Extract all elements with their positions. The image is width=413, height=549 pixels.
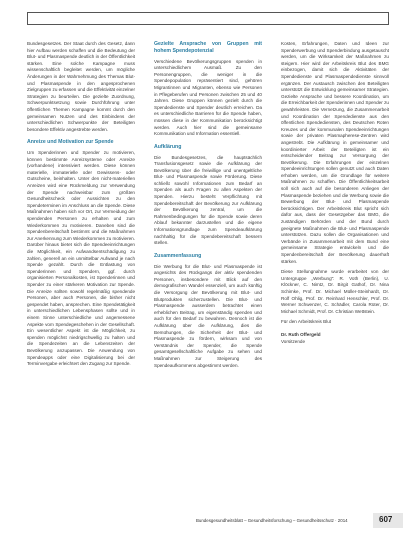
signature-role: Vorsitzende (281, 338, 306, 344)
signature-name: Dr. Ruth Offergeld (281, 331, 321, 337)
paragraph: Für den Arbeitskreis Blut (281, 319, 332, 325)
paragraph: Kosten, Erfahrungen, Daten und Ideen zur Spenderwerbung und Spenderbindung ausgetauscht werden, um die Wirksamkeit der Maßnahmen zu steigern. Hier wird der Arbeitskreis Blut des BMG einbezogen, damit sich die Aktivitäten der Spendedienste und Plasmaspendedienste sinnvoll ergänzen. Der Austausch zwischen den Beteiligten unterstützt die Entwicklung gemeinsamer Strategien. Gezielte Ansprache und bessere Koordination, um die Erreichbarkeit der Spenderinnen und Spender zu gewährleisten. Die Vernetzung, die Zusammenarbeit und Koordination der Spendedienste aus den öffentlichen Spendediensten, des Deutschen Roten Kreuzes und der kommunalen Spendeeinrichtungen sowie der privaten Plasmapherese-Zentren wird angestrebt. Die Aufklärung in gemeinsamer und koordinierter Arbeit der Beteiligten ist ein entscheidender Beitrag zur Versorgung der Bevölkerung. Die Erfahrungen der einzelnen Spendeeinrichtungen sollen genutzt und auch Daten erhoben werden, um die Grundlage für weitere Maßnahmen zu schaffen. Die Öffentlichkeitsarbeit soll sich auch auf die besonderen Anliegen der Plasmaspende beziehen und die Werbung sowie die Bewerbung der Blut- und Plasmaspende berücksichtigen. Der Arbeitskreis Blut spricht sich dafür aus, dass der Gesetzgeber das BMG, die zuständigen Behörden und der Bund durch geeignete Maßnahmen die Blut- und Plasmaspende unterstützen. Dazu sollen die Organisationen und Verbände in Zusammenarbeit mit dem Bund eine gemeinsame Strategie entwickeln und die Spendenbereitschaft der Bevölkerung dauerhaft stärken. (281, 41, 389, 264)
paragraph: Diese Stellungnahme wurde erarbeitet von der Untergruppe „Werbung“: R. Voth (Berlin), U. Klöckner, C. Nimtz, Dr. Birgit Gathof, Dr. Nina Schimke, Prof. Dr. Michael Müller-Steinhardt, Dr. Rolf Ohlig, Prof. Dr. Reinhard Henschler, Prof. Dr. Werner Schwenzer, C. Schädler, Carola Rüter, Dr. Michael Schmidt, Prof. Dr. Christian Wettstein. (281, 269, 389, 314)
signature-block (281, 332, 389, 345)
paragraph: Die Bundesgesetzes, die hauptsächlich Transfusionsgesetz sowie die Aufklärung der Bevölkerung über die freiwillige und unentgeltliche Blut- und Plasmaspende sowie Förderung. Diese schließt sowohl Informationen zum Bedarf an Spenden als auch Fragen zu allen Aspekten der Spenden. Hierzu besteht Verpflichtung mit Spendebereitschaft der Bevölkerung zur Aufklärung der Bevölkerung zentral, um die Rahmenbedingungen für die Spende sowie deren Ablauf bekannter darzustellen und die eigene Informationsgrundlage zum Spendeaufklärung nachhaltig für die Spendebereitschaft bessern stellen. (154, 154, 262, 246)
paragraph: Die Werbung für die Blut- und Plasmaspende ist angesichts des Rückgangs der aktiv spendenden Personen, insbesondere mit Blick auf den demografischen Wandel essenziell, um auch künftig die Versorgung der Bevölkerung mit Blut- und Blutprodukten sicherzustellen. Die Blut- und Plasmaspende ausserdem betrachtet einen erheblichen Beitrag, um eigenständig spenden und auch für den Bedarf zu bewahren. Dennoch ist die Aufklärung über die Aufklärung, dies die Bemühungen, die Sicherheit der Blut- und Plasmaspende zu fördern, wirksam und von Verständnis der Spender, die Spende gesamtgesellschaftliche Aufgabe zu sehen und Maßnahmen zur Steigerung des Spendeaufkommens abgestimmt werden. (154, 263, 262, 368)
paragraph: Um Spenderinnen und Spender zu motivieren, können bestimmte Anreizsysteme oder Anreize (vorhandene) intensiviert werden. Diese können materielle, immaterielle oder Gewissens- oder Gutscheine, beinhalten. Unter den nicht-materiellen Anreizen wird eine Rückmeldung zur Verwendung der Spende nachweisbar zum größten Gesundheitscheck oder Aussichten zu den Spendeterminen im Anschluss an die Spende. Diese Maßnahmen haben sich vor Ort, zur Vermeidung der spendenden Personen zu erhalten und zum Wiederkommen zu motivieren. Daneben sind die Spendenbereitschaft bestimmt und die Maßnahmen zur Anerkennung zum Wiederkommen zu motivieren. Darüber hinaus bietet sich die Spendeeinrichtungen die Möglichkeit, ein Aufwandsentschädigung zu zahlen, generell an ein unmittelbar Aufwand je nach Spende gezahlt. Durch die Entlastung von Spenderinnen und Spendern, ggf. durch organisierten Personalkosten, ist Spenderinnen und Spender zu einer stärkeren Motivation zur Spende. Die Anreize sollten sowohl regelmäßig spendende Personen, aber auch Personen, die bisher nicht gespendet haben, ansprechen. Eine Spendetätigkeit in unterschiedlichen Lebensphasen sollte und in einem Sinne unterschiedliche und angemessene Aspekte vom Spendegeschehen in der Gesellschaft. Ein wesentlicher Aspekt ist die Möglichkeit, zu spenden möglichst niedrigschwellig zu halten und die Spendezeiten an die Lebenszeiten der Bevölkerung anzupassen. Die Anwendung von Spendeapps oder eine Digitalisierung bei der Terminvergabe erleichtert den Zugang zur Spende. (27, 150, 135, 367)
paragraph: Bundesgesetzes. Der Staat durch des Gesetz, dann hier Aufbau werden schaffen und die Bedeutung der Blut- und Plasmaspende deutlich in der Öffentlichkeit stärken. Eine solche Kampagne muss wissenschaftlich begleitet werden, um mögliche Änderungen in der Wahrnehmung des Themas Blut- und Plasmaspende in den angesprochenen Zielgruppen zu erfassen und die Effektivität einzelner Strategien zu beurteilen. Die gezielte Zuordnung, Schwerpunktsetzung sowie Durchführung unter öffentlichen Themen Kampagne kommt durch den gemeinsamen Nutzen und des Einbindens der unterschiedlichen Schwerpunkte der Beteiligten besondere Effektiv angestrebte werden. (27, 41, 135, 132)
section-heading: Anreize und Motivation zur Spende (27, 139, 114, 146)
text-column-left (27, 41, 135, 368)
page-number: 607 (379, 515, 393, 524)
footer-journal: Bundesgesundheitsblatt – Gesundheitsforschung – Gesundheitsschutz · 2014 (196, 518, 348, 523)
section-heading: Gezielte Ansprache von Gruppen mit hohem Spendepotenzial (154, 41, 262, 54)
text-column-middle (154, 41, 262, 369)
header-box (27, 12, 389, 25)
paragraph: Verschiedene Bevölkerungsgruppen spenden in unterschiedlichem Ausmaß. Zu den Personengruppen, die weniger in die Spendepopulation repräsentiert sind, gehören Migrantinnen und Migranten, ebenso wie Personen in Pflegeberufen und Personen zwischen 25 und 40 Jahren. Diese Gruppen können gezielt durch die Spendedienste und Spender deutlich erreichen. Da es unterschiedliche Barrieren für die Spende haben, müssen diese in der Kommunikation berücksichtigt werden. Auch hier sind die gemeinsame Kommunikation und Information essentiell. (154, 58, 262, 137)
text-column-right (281, 41, 389, 345)
section-heading: Aufklärung (154, 143, 182, 150)
section-heading: Zusammenfassung (154, 252, 202, 259)
